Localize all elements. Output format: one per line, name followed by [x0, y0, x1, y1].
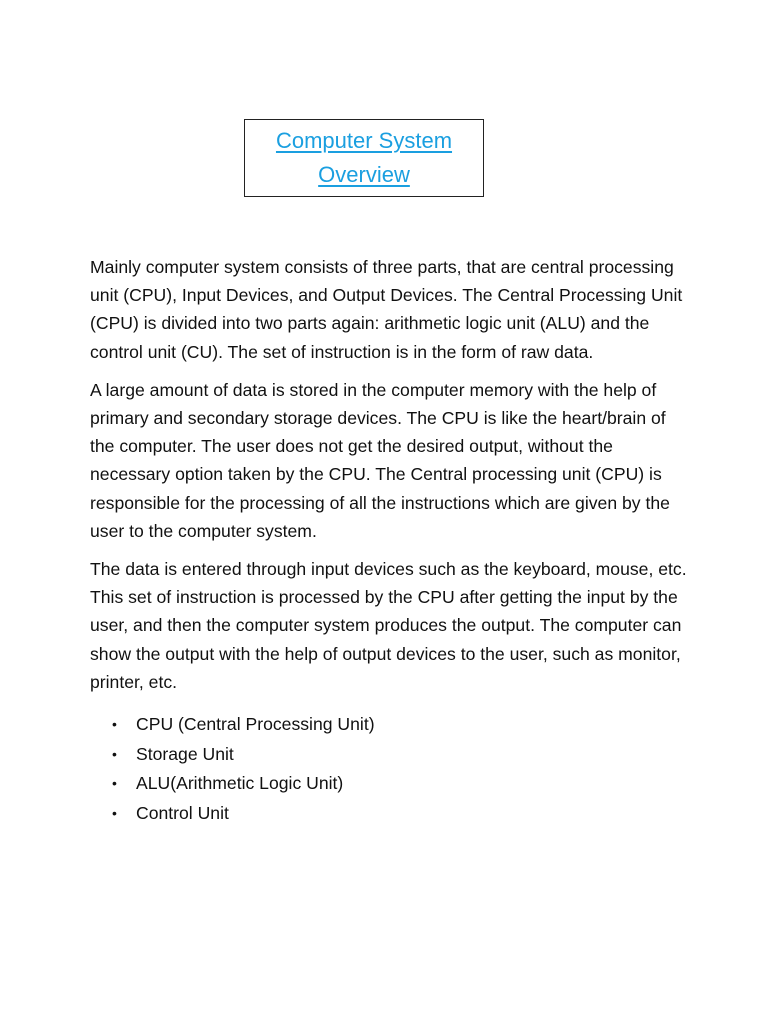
bullet-icon: •: [112, 745, 117, 762]
list-item-text: Control Unit: [136, 802, 229, 823]
paragraph-3: The data is entered through input devices such as the keyboard, mouse, etc. This set of instruction is processed by the CPU after getting the input by the user, and then the computer system produces the output. The computer can show the output with the help of output devices to the user, such as monitor, printer, etc.: [90, 559, 687, 692]
components-list: [90, 710, 690, 828]
bullet-icon: •: [112, 775, 117, 792]
list-item: [90, 799, 690, 829]
list-item: [90, 769, 690, 799]
document-body: [90, 253, 690, 828]
list-item-text: CPU (Central Processing Unit): [136, 714, 375, 735]
list-item: [90, 740, 690, 770]
title-link-line-2[interactable]: Overview: [318, 162, 410, 187]
list-item: [90, 710, 690, 740]
bullet-icon: •: [112, 804, 117, 821]
title-box: [244, 119, 484, 197]
bullet-icon: •: [112, 716, 117, 733]
title-link-line-1[interactable]: Computer System: [275, 128, 453, 153]
paragraph-2: A large amount of data is stored in the computer memory with the help of primary and secondary storage devices. The CPU is like the heart/brain of the computer. The user does not get the desired output, without the necessary option taken by the CPU. The Central processing unit (CPU) is responsible for the processing of all the instructions which are given by the user to the computer system.: [90, 379, 670, 541]
paragraph-1: Mainly computer system consists of three parts, that are central processing unit (CPU), Input Devices, and Output Devices. The Central Processing Unit (CPU) is divided into two parts again: arithmetic logic unit (ALU) and the control unit (CU). The set of instruction is in the form of raw data.: [90, 257, 683, 362]
list-item-text: ALU(Arithmetic Logic Unit): [136, 773, 344, 794]
list-item-text: Storage Unit: [136, 743, 234, 764]
